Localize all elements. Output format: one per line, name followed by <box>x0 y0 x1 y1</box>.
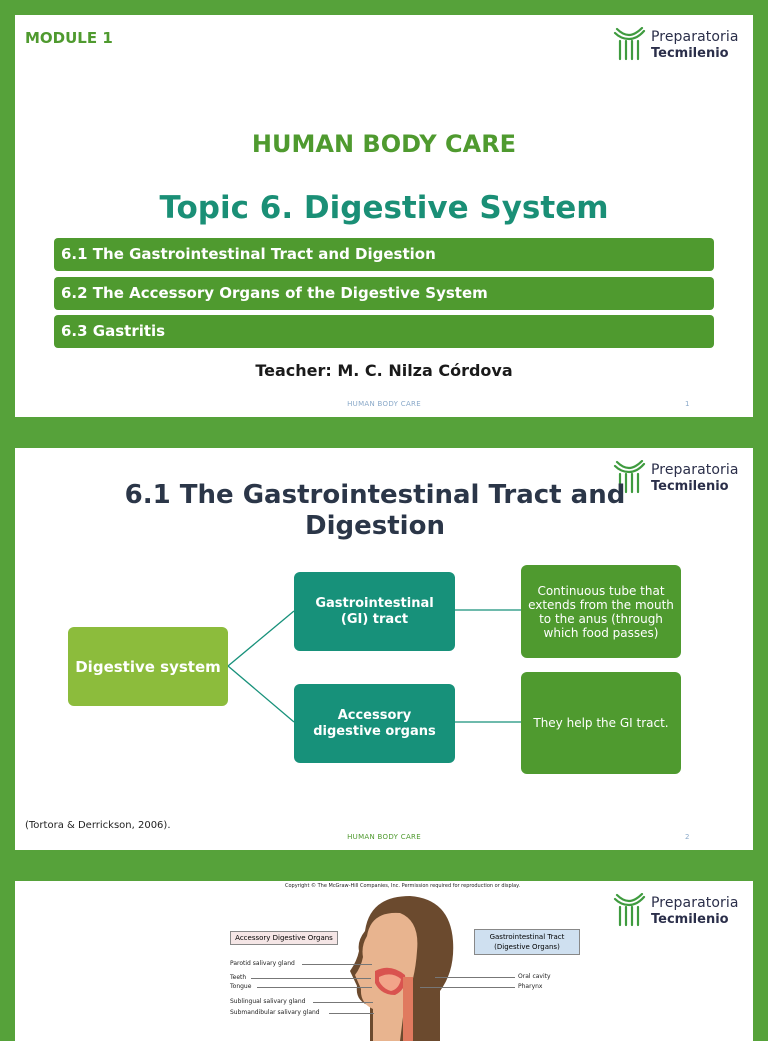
anatomy-label: Oral cavity <box>518 973 551 980</box>
anatomy-label: Teeth <box>230 974 247 981</box>
logo-text-line2: Tecmilenio <box>651 912 729 927</box>
module-label: MODULE 1 <box>25 29 113 47</box>
footer-label: HUMAN BODY CARE <box>347 833 421 841</box>
anatomy-label: Sublingual salivary gland <box>230 998 306 1005</box>
logo <box>613 25 743 65</box>
gi-tract-box-line1: Gastrointestinal Tract <box>489 933 565 941</box>
connector-line <box>228 666 294 722</box>
subtopic-item: 6.2 The Accessory Organs of the Digestive System <box>54 277 714 310</box>
anatomy-label: Pharynx <box>518 983 543 990</box>
page-number: 2 <box>685 833 690 841</box>
logo-text-line1: Preparatoria <box>651 462 739 478</box>
leader-line <box>251 978 371 979</box>
anatomy-label: Parotid salivary gland <box>230 960 295 967</box>
subtopic-item: 6.1 The Gastrointestinal Tract and Digestion <box>54 238 714 271</box>
leader-line <box>302 964 372 965</box>
anatomy-label: Submandibular salivary gland <box>230 1009 320 1016</box>
leader-line <box>313 1002 373 1003</box>
slide-1 <box>15 15 753 417</box>
tecmilenio-logo-icon <box>613 893 647 927</box>
teacher-name: Teacher: M. C. Nilza Córdova <box>255 361 513 380</box>
tecmilenio-logo-icon <box>613 27 647 61</box>
slide-title: 6.1 The Gastrointestinal Tract and Digestion <box>124 480 626 541</box>
head-anatomy-illustration <box>345 891 465 1041</box>
node-accessory-description: They help the GI tract. <box>521 672 681 774</box>
slide-3 <box>15 881 753 1041</box>
logo-text-line2: Tecmilenio <box>651 479 729 494</box>
node-accessory-organs: Accessory digestive organs <box>294 684 455 763</box>
anatomy-label: Tongue <box>230 983 252 990</box>
course-title: HUMAN BODY CARE <box>251 130 517 158</box>
leader-line <box>257 987 372 988</box>
logo-text-line2: Tecmilenio <box>651 46 729 61</box>
gi-tract-box-line2: (Digestive Organs) <box>494 943 560 951</box>
logo-text-line1: Preparatoria <box>651 895 739 911</box>
logo <box>613 891 743 931</box>
page-number: 1 <box>685 400 690 408</box>
footer-label: HUMAN BODY CARE <box>347 400 421 408</box>
connector-line <box>228 611 294 666</box>
leader-line <box>435 977 515 978</box>
gi-tract-box <box>474 929 580 955</box>
node-digestive-system: Digestive system <box>68 627 228 706</box>
node-gi-description: Continuous tube that extends from the mouth to the anus (through which food passes) <box>521 565 681 658</box>
slide-2 <box>15 448 753 850</box>
node-gi-tract: Gastrointestinal (GI) tract <box>294 572 455 651</box>
leader-line <box>420 987 515 988</box>
citation: (Tortora & Derrickson, 2006). <box>25 820 171 831</box>
subtopic-item: 6.3 Gastritis <box>54 315 714 348</box>
copyright-notice: Copyright © The McGraw-Hill Companies, Inc. Permission required for reproduction or display. <box>285 883 520 889</box>
topic-title: Topic 6. Digestive System <box>159 190 609 226</box>
leader-line <box>329 1013 374 1014</box>
logo-text-line1: Preparatoria <box>651 29 739 45</box>
accessory-organs-box: Accessory Digestive Organs <box>230 931 338 945</box>
